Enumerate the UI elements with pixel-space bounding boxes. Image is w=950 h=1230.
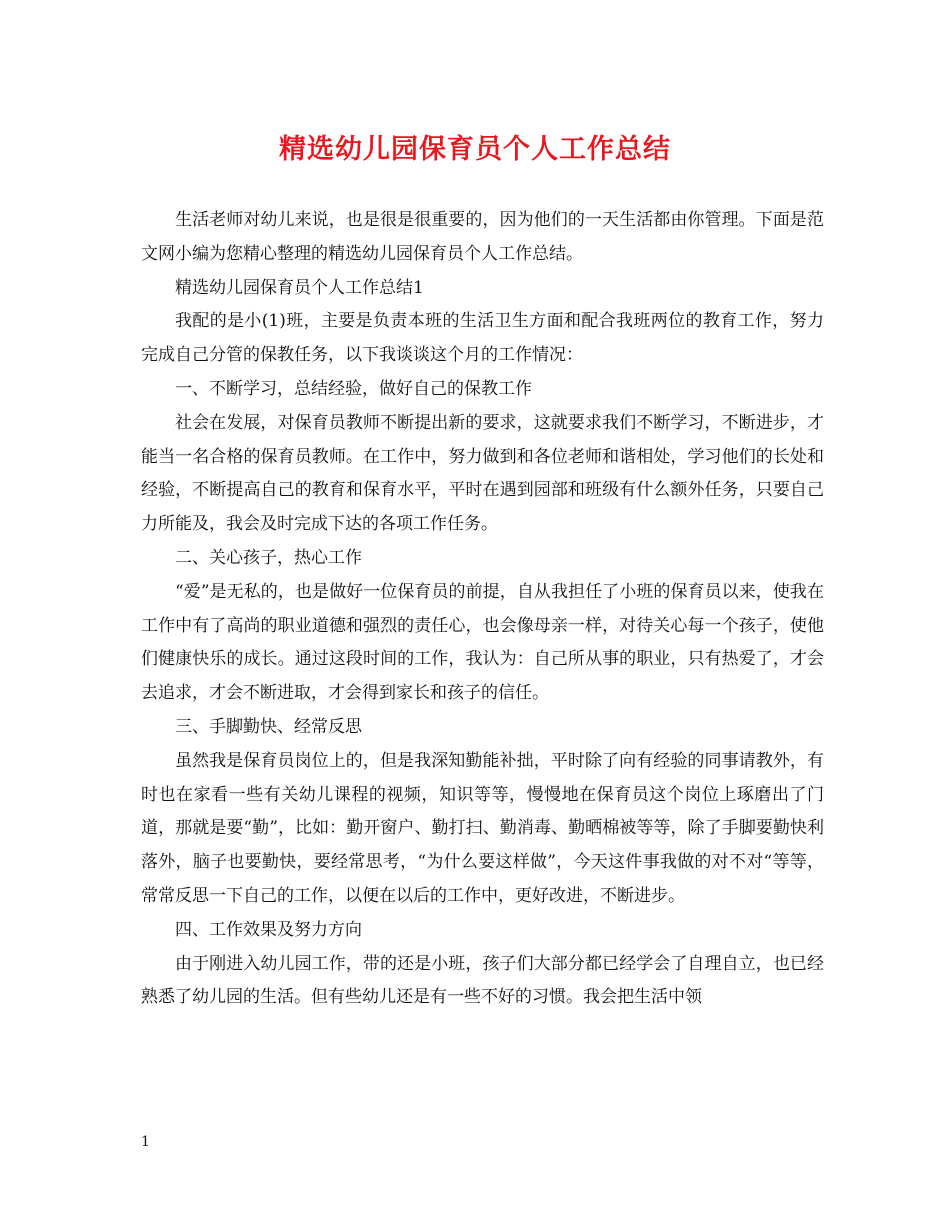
- body-paragraph: 我配的是小(1)班，主要是负责本班的生活卫生方面和配合我班两位的教育工作，努力完成自己分管的保教任务，以下我谈谈这个月的工作情况：: [141, 311, 824, 366]
- document-body: [141, 204, 824, 1015]
- section-heading: 一、不断学习，总结经验，做好自己的保教工作: [175, 378, 532, 399]
- intro-paragraph: 生活老师对幼儿来说，也是很是很重要的，因为他们的一天生活都由你管理。下面是范文网小编为您精心整理的精选幼儿园保育员个人工作总结。: [141, 210, 824, 264]
- document-title: 精选幼儿园保育员个人工作总结: [279, 134, 671, 165]
- body-paragraph: 虽然我是保育员岗位上的，但是我深知勤能补拙，平时除了向有经验的同事请教外，有时也在家看一些有关幼儿课程的视频，知识等等，慢慢地在保育员这个岗位上琢磨出了门道，那就是要“勤”，比如：勤开窗户、勤打扫、勤消毒、勤晒棉被等等，除了手脚要勤快利落外，脑子也要勤快，要经常思考，“为什么要这样做”，今天这件事我做的对不对“等等，常常反思一下自己的工作，以便在以后的工作中，更好改进，不断进步。: [141, 750, 824, 906]
- body-paragraph: 社会在发展，对保育员教师不断提出新的要求，这就要求我们不断学习，不断进步，才能当一名合格的保育员教师。在工作中，努力做到和各位老师和谐相处，学习他们的长处和经验，不断提高自己的教育和保育水平，平时在遇到园部和班级有什么额外任务，只要自己力所能及，我会及时完成下达的各项工作任务。: [141, 412, 824, 535]
- section-heading: 精选幼儿园保育员个人工作总结1: [175, 277, 424, 298]
- body-paragraph: “爱”是无私的，也是做好一位保育员的前提，自从我担任了小班的保育员以来，使我在工作中有了高尚的职业道德和强烈的责任心，也会像母亲一样，对待关心每一个孩子，使他们健康快乐的成长。通过这段时间的工作，我认为：自己所从事的职业，只有热爱了，才会去追求，才会不断进取，才会得到家长和孩子的信任。: [141, 581, 824, 704]
- section-heading: 四、工作效果及努力方向: [175, 919, 362, 940]
- section-heading: 三、手脚勤快、经常反思: [175, 716, 362, 737]
- body-paragraph: 由于刚进入幼儿园工作，带的还是小班，孩子们大部分都已经学会了自理自立，也已经熟悉了幼儿园的生活。但有些幼儿还是有一些不好的习惯。我会把生活中领: [141, 953, 824, 1008]
- page-number: 1: [141, 1134, 150, 1150]
- section-heading: 二、关心孩子，热心工作: [175, 547, 362, 568]
